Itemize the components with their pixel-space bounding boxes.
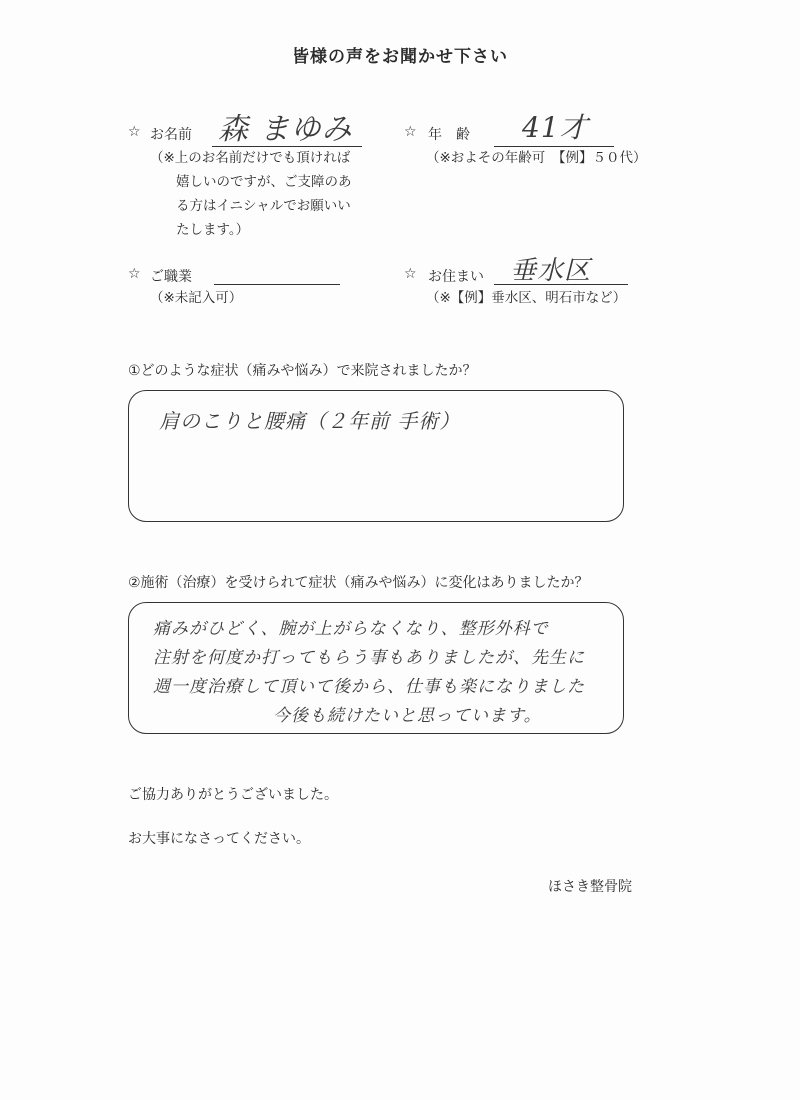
job-note: （※未記入可）: [150, 290, 243, 306]
clinic-name: ほさき整骨院: [548, 879, 632, 895]
page-title: 皆様の声をお聞かせ下さい: [292, 47, 508, 67]
question-1: ①どのような症状（痛みや悩み）で来院されましたか？: [128, 363, 477, 379]
age-note: （※およその年齢可 【例】５０代）: [426, 150, 647, 166]
age-value[interactable]: 41才: [522, 111, 589, 144]
name-note-line: 嬉しいのですが、ご支障のあ: [176, 174, 352, 190]
answer-2-line: 痛みがひどく、腕が上がらなくなり、整形外科で: [153, 619, 549, 639]
care-text: お大事になさってください。: [128, 831, 310, 847]
thanks-text: ご協力ありがとうございました。: [128, 787, 338, 803]
name-label: お名前: [150, 127, 192, 143]
name-note-line: る方はイニシャルでお願いい: [176, 198, 351, 214]
answer-2-box[interactable]: [128, 602, 624, 734]
answer-2-line: 注射を何度か打ってもらう事もありましたが、先生に: [153, 648, 585, 668]
name-note-line: （※上のお名前だけでも頂ければ: [150, 150, 351, 166]
name-note: [150, 146, 352, 242]
name-note-line: たします。）: [176, 222, 250, 238]
answer-2-text: [153, 615, 585, 731]
star-icon: ☆: [404, 124, 417, 140]
job-label: ご職業: [150, 269, 192, 285]
star-icon: ☆: [128, 266, 141, 282]
question-2: ②施術（治療）を受けられて症状（痛みや悩み）に変化はありましたか？: [128, 575, 589, 591]
answer-1-box[interactable]: [128, 390, 624, 522]
name-value[interactable]: 森 まゆみ: [218, 112, 353, 147]
star-icon: ☆: [128, 124, 141, 140]
answer-2-line: 週一度治療して頂いて後から、仕事も楽になりました: [153, 677, 585, 697]
address-value[interactable]: 垂水区: [510, 256, 592, 286]
answer-1-text: 肩のこりと腰痛（２年前 手術）: [159, 409, 461, 433]
address-note: （※【例】垂水区、明石市など）: [426, 290, 627, 306]
address-label: お住まい: [428, 269, 484, 285]
job-field-line: [214, 284, 340, 285]
answer-2-line: 今後も続けたいと思っています。: [273, 706, 542, 726]
star-icon: ☆: [404, 266, 417, 282]
age-label: 年 齢: [428, 127, 470, 143]
